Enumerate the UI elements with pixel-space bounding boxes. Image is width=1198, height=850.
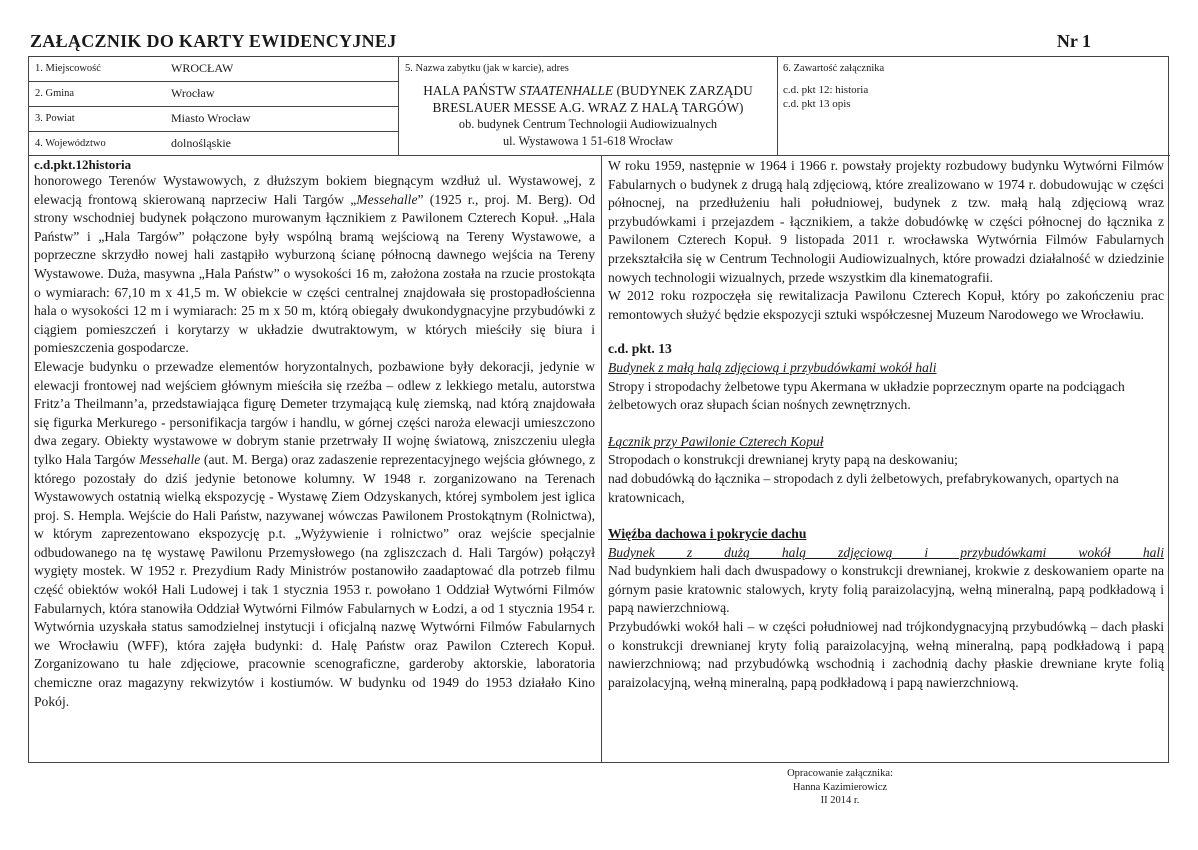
author-credit [720, 767, 960, 808]
divider [29, 131, 398, 132]
subheading-small-hall: Budynek z małą halą zdjęciową i przybudówkami wokół hali [608, 359, 937, 375]
divider [777, 57, 778, 155]
credit-author: Hanna Kazimierowicz [792, 781, 888, 793]
subheading-roof: Więźba dachowa i pokrycie dachu [608, 526, 807, 542]
field-label-zawartosc: 6. Zawartość załącznika [783, 63, 885, 74]
document-title: ZAŁĄCZNIK DO KARTY EWIDENCYJNEJ [30, 31, 397, 51]
monument-name-line1: HALA PAŃSTW STAATENHALLE (BUDYNEK ZARZĄDU [423, 83, 753, 98]
monument-name-line2: BRESLAUER MESSE A.G. WRAZ Z HALĄ TARGÓW) [432, 100, 744, 115]
section-heading-opis: c.d. pkt. 13 [608, 341, 672, 357]
evidence-sheet [28, 56, 1169, 763]
divider [29, 155, 1170, 156]
field-value-zawartosc [783, 83, 868, 111]
divider [29, 81, 398, 82]
field-label-miejscowosc: 1. Miejscowość [35, 63, 101, 74]
credit-date: II 2014 r. [820, 795, 860, 806]
field-value-nazwa [399, 82, 777, 150]
history-paragraph-1: honorowego Terenów Wystawowych, z dłuższym bokiem biegnącym wzdłuż ul. Wystawowej, z elewacją frontową skierowaną naprzeciw Hali Targów „Messehalle” (1925 r., proj. M. Berg). Od strony wschodniej budynek połączono murowanym łącznikiem z Pawilonem Czterech Kopuł. „Hala Państw” i „Hala Targów” połączone były wspólną bramą wejściową na Tereny Wystawowe, a poprzeczne skrzydło nowej hali zastąpiło wyburzoną ścianę północną dawnego wejścia na Tereny Wystawowe. Duża, masywna „Hala Państw” o wysokości 16 m, założona została na rzucie prostokąta o wymiarach: 67,10 m x 41,5 m. W obiekcie w części centralnej znajdowała się prostopadłościenna hala o wysokości 12 m i wymiarach: 25 m x 50 m, którą obiegały dwukondygnacyjne przybudówki z ciągiem pomieszczeń i korytarzy w układzie dwutraktowym, w których mieściły się biura i pomieszczenia gospodarcze. [34, 173, 595, 356]
attachment-number: Nr 1 [1056, 31, 1091, 51]
field-value-gmina: Wrocław [171, 86, 215, 100]
monument-name-german: STAATENHALLE [519, 83, 614, 98]
subheading-large-hall: Budynek z dużą halą zdjęciową i przybudówkami wokół hali [608, 544, 1164, 560]
section-heading-historia: c.d.pkt.12historia [34, 157, 132, 172]
field-label-gmina: 2. Gmina [35, 88, 75, 99]
field-label-wojewodztwo: 4. Województwo [35, 138, 106, 149]
field-value-wojewodztwo: dolnośląskie [171, 136, 231, 150]
monument-current-name: ob. budynek Centrum Technologii Audiowizualnych [458, 117, 718, 131]
field-label-nazwa: 5. Nazwa zabytku (jak w karcie), adres [405, 63, 569, 74]
content-item-description: c.d. pkt 13 opis [783, 98, 851, 110]
content-item-history: c.d. pkt 12: historia [783, 84, 869, 96]
history-paragraph-2: Elewacje budynku o przewadze elementów horyzontalnych, pozbawione były dekoracji, jedynie w elewacji frontowej nad wejściem głównym mieściła się rzeźba – odlew z lekkiego metalu, autorstwa Fritz’a Theilmann’a, przedstawiająca figurę Demeter trzymającą kulę ziemską, nad którą znajdowała się figurka Merkurego - personifikacja targów i handlu, w górnej części naroża elewacji umieszczono dwa zegary. Obiekty wystawowe w dobrym stanie przetrwały II wojnę światową, zniszczeniu uległa tylko Hala Targów Messehalle (aut. M. Berga) oraz zadaszenie reprezentacyjnego wejścia głównego, z którego pozostały do dziś jedynie betonowe kolumny. W 1948 r. zorganizowano na Terenach Wystawowych ostatnią wielką ekspozycję - Wystawę Ziem Odzyskanych, której symbolem jest iglica proj. S. Hempla. Wejście do Hali Państw, nazywanej wówczas Pawilonem Prostokątnym (Rolnictwa), w którym zaprezentowano ekspozycję p.t. „Wyżywienie i rolnictwo” oraz wejście specjalnie odbudowanego na tę wystawę Pawilonu Przemysłowego (na zgliszczach d. Hali Targów) połączył wygięty mostek. W 1952 r. Prezydium Rady Ministrów postanowiło zaadaptować dla potrzeb filmu część obiektów wokół Hali Ludowej i tak 1 stycznia 1953 r. powołano 1 Oddział Wytwórni Filmów Fabularnych, która stanowiła Oddział Wytwórni Filmów Fabularnych w Łodzi, a od 1 stycznia 1954 r. Wytwórnia uzyskała status samodzielnej instytucji i oficjalną nazwę Wytwórni Filmów Fabularnych we Wrocławiu (WFF), która zajęła budynki: d. Halę Państw oraz Pawilon Czterech Kopuł. Zorganizowano tu hale zdjęciowe, pracownie scenograficzne, garderoby aktorskie, laboratoria chemiczne oraz magazyny rekwizytów i kostiumów. W budynku od 1949 do 1953 działało Kino Pokój. [34, 358, 595, 709]
field-label-powiat: 3. Powiat [35, 113, 75, 124]
connector-description-2: nad dobudówką do łącznika – stropodach z dyli żelbetowych, prefabrykowanych, opartych na kratownicach, [608, 470, 1119, 505]
monument-address: ul. Wystawowa 1 51-618 Wrocław [502, 134, 674, 148]
column-divider [601, 155, 602, 763]
small-hall-description: Stropy i stropodachy żelbetowe typu Akermana w układzie poprzecznym oparte na podciągach żelbetowych oraz słupach ścian nośnych zewnętrznych. [608, 378, 1125, 413]
credit-label: Opracowanie załącznika: [787, 768, 893, 779]
large-hall-roof-description: Nad budynkiem hali dach dwuspadowy o konstrukcji drewnianej, krokwie z deskowaniem oparte na górnym pasie kratownic stalowych, kryty folią paraizolacyjną, wełną mineralną, papą podkładową i papą nawierzchniową. [608, 563, 1164, 616]
subheading-connector: Łącznik przy Pawilonie Czterech Kopuł [608, 433, 824, 449]
right-column [608, 157, 1164, 692]
divider [29, 106, 398, 107]
history-paragraph-4: W 2012 roku rozpoczęła się rewitalizacja Pawilonu Czterech Kopuł, który po zakończeniu prac remontowych służyć będzie ekspozycji sztuki współczesnej Muzeum Narodowego we Wrocławiu. [608, 288, 1164, 322]
connector-description-1: Stropodach o konstrukcji drewnianej kryty papą na deskowaniu; [608, 452, 958, 468]
left-column [34, 157, 595, 711]
annex-roof-description: Przybudówki wokół hali – w części południowej nad trójkondygnacyjną przybudówką – dach płaski o konstrukcji drewnianej kryty folią paraizolacyjną, wełną mineralną, papą podkładową i papą nawierzchniową; nad przybudówką wschodnią i zachodnią dachy płaskie drewniane kryte folią paraizolacyjną, wełną mineralną, papą podkładową i papą nawierzchniową. [608, 619, 1164, 690]
field-value-miejscowosc: WROCŁAW [171, 61, 234, 75]
history-paragraph-3: W roku 1959, następnie w 1964 i 1966 r. powstały projekty rozbudowy budynku Wytwórni Filmów Fabularnych o budynek z drugą halą zdjęciową, które zrealizowano w 1974 r. dobudowując w części północnej, na przedłużeniu hali południowej, budynek z tzw. małą halą zdjęciową wraz przybudówkami i przejazdem - łącznikiem, a także dobudówkę w części północnej do łącznika z Pawilonem Czterech Kopuł. 9 listopada 2011 r. wrocławska Wytwórnia Filmów Fabularnych przekształciła się w Centrum Technologii Audiowizualnych, które prowadzi działalność w dziedzinie nowych technologii wizualnych, przede wszystkim dla kinematografii. [608, 158, 1164, 285]
field-value-powiat: Miasto Wrocław [171, 111, 251, 125]
